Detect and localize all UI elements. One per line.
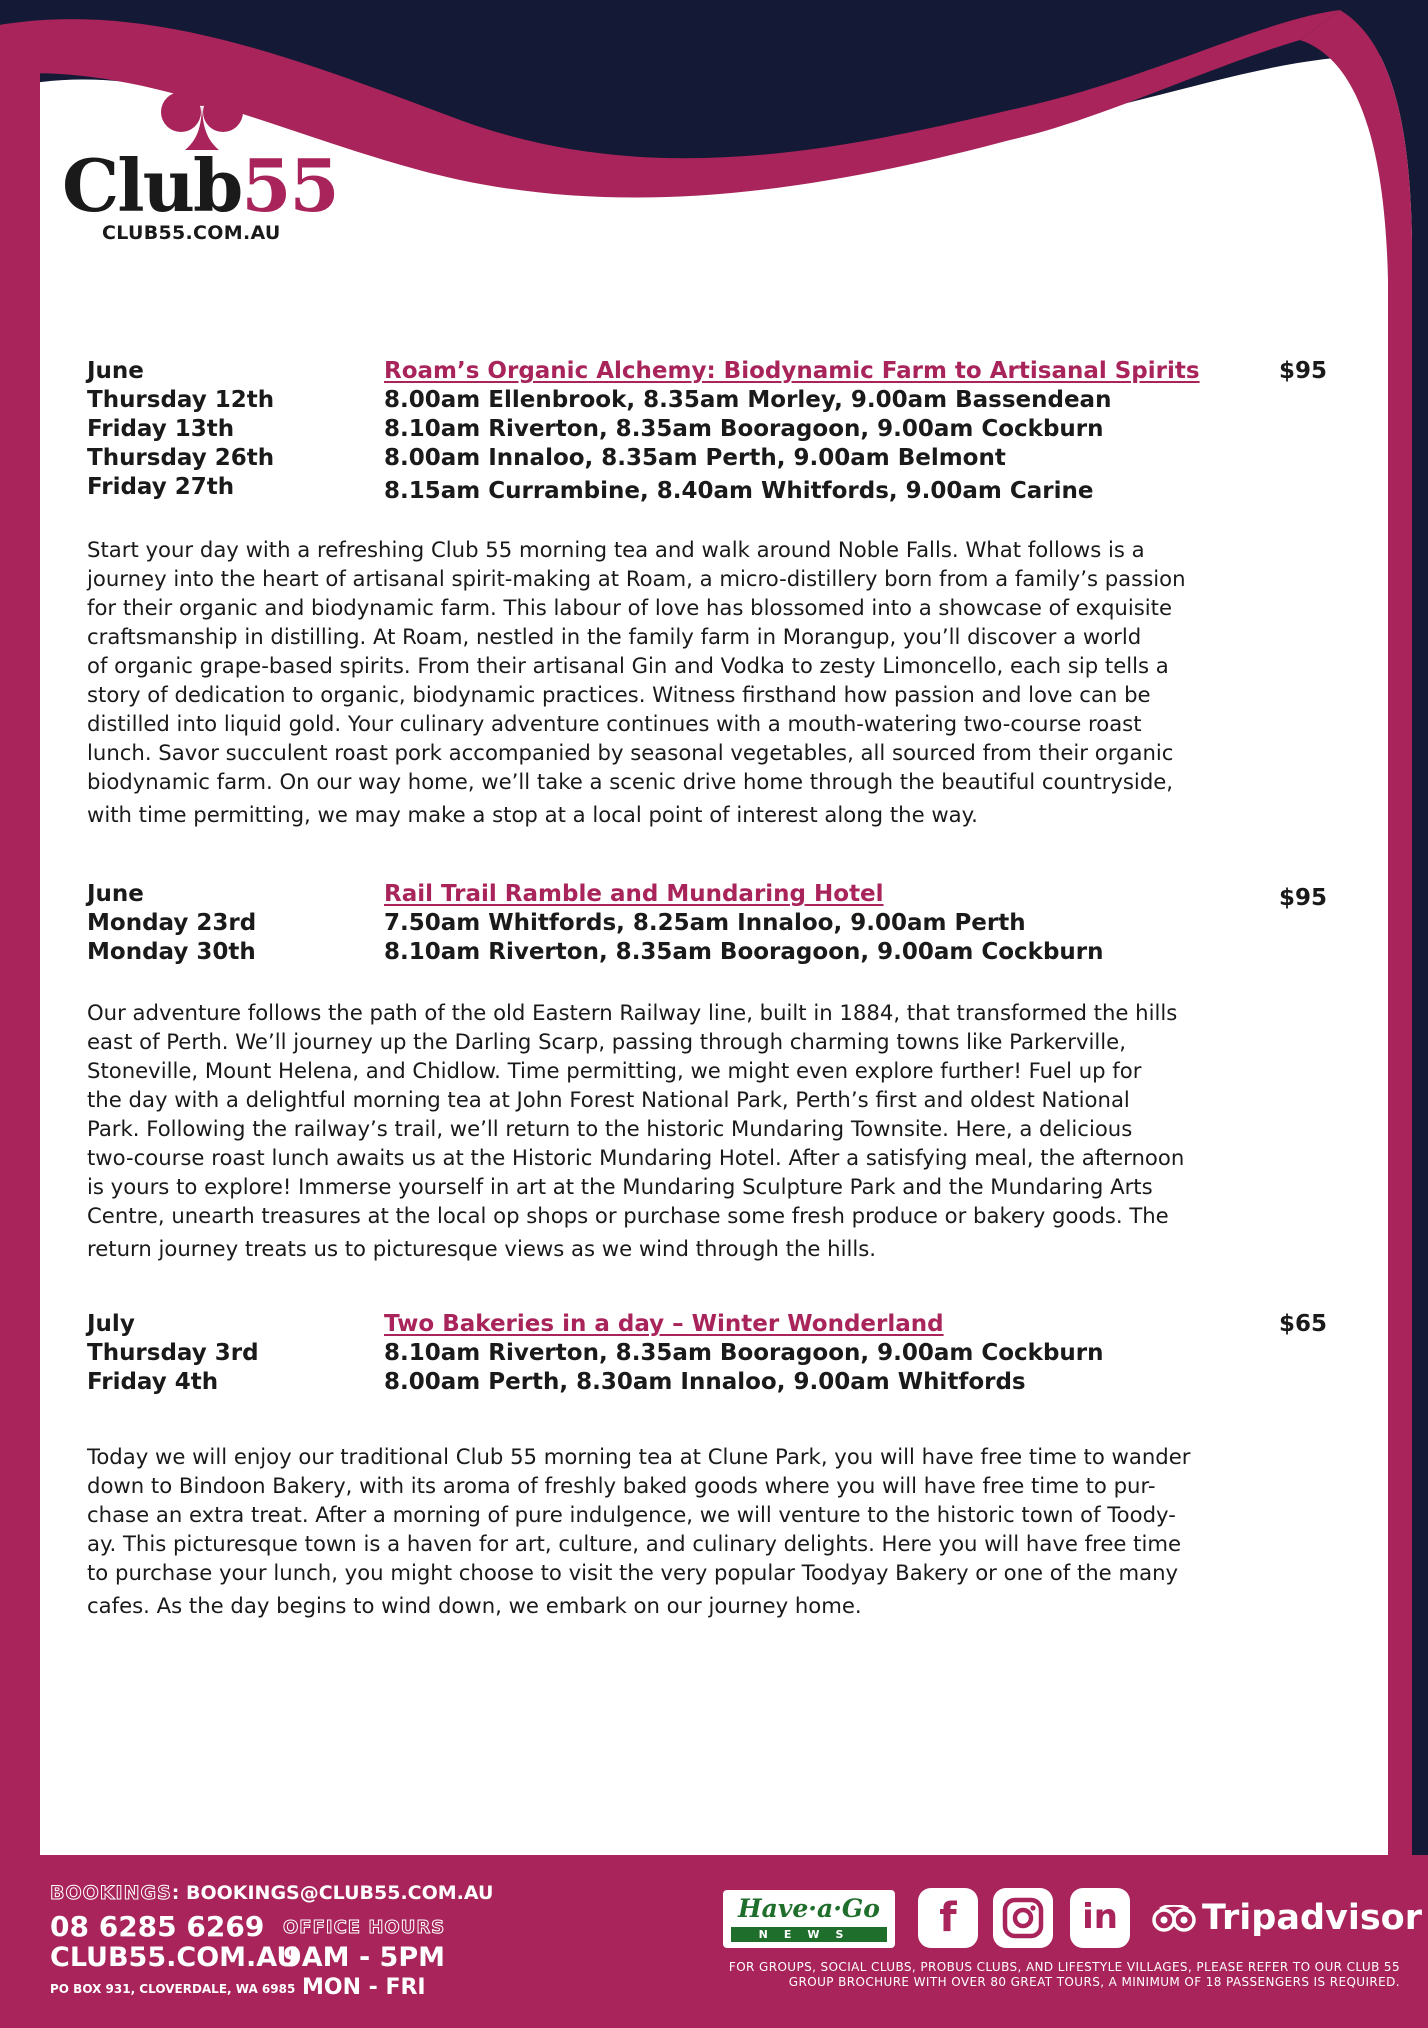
description-line: lunch. Savor succulent roast pork accompanied by seasonal vegetables, all sourced from their organic: [87, 740, 1174, 765]
tour-price: $95: [1278, 358, 1327, 384]
footer-url[interactable]: CLUB55.COM.AU: [50, 1942, 299, 1973]
group-note-line: GROUP BROCHURE WITH OVER 80 GREAT TOURS, A MINIMUM OF 18 PASSENGERS IS REQUIRED.: [788, 1975, 1400, 1989]
tour-price: $95: [1278, 885, 1327, 911]
tour-month: June: [87, 358, 144, 384]
description-line: distilled into liquid gold. Your culinary adventure continues with a mouth-watering two-course roast: [87, 711, 1142, 736]
pickup-line: 8.15am Currambine, 8.40am Whitfords, 9.00am Carine: [384, 478, 1094, 504]
tour-description: [87, 1442, 1347, 1620]
group-note-line: FOR GROUPS, SOCIAL CLUBS, PROBUS CLUBS, AND LIFESTYLE VILLAGES, PLEASE REFER TO OUR CLUB 55: [728, 1960, 1400, 1974]
logo-wordmark: [62, 143, 338, 228]
bookings-label: BOOKINGS: [50, 1882, 172, 1904]
office-days: MON - FRI: [302, 1975, 426, 2000]
tripadvisor-owl-icon: [1152, 1905, 1196, 1933]
pickup-line: 8.10am Riverton, 8.35am Booragoon, 9.00am Cockburn: [384, 416, 1104, 442]
description-line: ay. This picturesque town is a haven for art, culture, and culinary delights. Here you will have free time: [87, 1531, 1182, 1556]
tour-date: Thursday 26th: [87, 445, 275, 471]
description-line: Centre, unearth treasures at the local op shops or purchase some fresh produce or bakery goods. The: [87, 1203, 1169, 1228]
club55-logo[interactable]: [62, 62, 342, 252]
pickup-line: 8.00am Perth, 8.30am Innaloo, 9.00am Whitfords: [384, 1369, 1026, 1395]
group-note: [560, 1960, 1400, 1990]
logo-url[interactable]: CLUB55.COM.AU: [102, 222, 281, 244]
office-hours: 9AM - 5PM: [283, 1942, 445, 1973]
tour-title-link[interactable]: Rail Trail Ramble and Mundaring Hotel: [384, 881, 884, 907]
office-hours-label: OFFICE HOURS: [283, 1917, 446, 1938]
footer: [0, 1860, 1428, 2028]
tour-dates: [87, 357, 377, 502]
phone-number[interactable]: 08 6285 6269: [50, 1910, 265, 1943]
tour-price: $65: [1278, 1311, 1327, 1337]
po-box: PO BOX 931, CLOVERDALE, WA 6985: [50, 1982, 296, 1996]
instagram-icon[interactable]: [993, 1888, 1053, 1948]
description-line: Start your day with a refreshing Club 55 morning tea and walk around Noble Falls. What follows is a: [87, 537, 1145, 562]
tour-date: Monday 23rd: [87, 910, 257, 936]
tour-date: Monday 30th: [87, 939, 256, 965]
tour-title-link[interactable]: Two Bakeries in a day – Winter Wonderland: [384, 1311, 944, 1337]
tour-month: July: [87, 1311, 135, 1337]
tour-month: June: [87, 881, 144, 907]
have-a-go-news-logo[interactable]: [723, 1890, 895, 1948]
tour-date: Friday 13th: [87, 416, 235, 442]
description-line: Today we will enjoy our traditional Club 55 morning tea at Clune Park, you will have free time to wander: [87, 1444, 1191, 1469]
description-line: the day with a delightful morning tea at John Forest National Park, Perth’s first and oldest National: [87, 1087, 1130, 1112]
facebook-icon[interactable]: f: [918, 1888, 978, 1948]
tour-description: [87, 535, 1347, 829]
tour-date: Thursday 12th: [87, 387, 275, 413]
pickup-line: 8.00am Ellenbrook, 8.35am Morley, 9.00am Bassendean: [384, 387, 1112, 413]
description-line: return journey treats us to picturesque views as we wind through the hills.: [87, 1236, 877, 1261]
description-line: down to Bindoon Bakery, with its aroma of freshly baked goods where you will have free time to pur-: [87, 1473, 1156, 1498]
description-line: chase an extra treat. After a morning of pure indulgence, we will venture to the historic town of Toody-: [87, 1502, 1176, 1527]
pickup-line: 8.00am Innaloo, 8.35am Perth, 9.00am Belmont: [384, 445, 1006, 471]
description-line: to purchase your lunch, you might choose to visit the very popular Toodyay Bakery or one of the many: [87, 1560, 1179, 1585]
tripadvisor-text: Tripadvisor: [1202, 1898, 1422, 1938]
tour-details: [384, 1310, 1244, 1397]
description-line: two-course roast lunch awaits us at the Historic Mundaring Hotel. After a satisfying meal, the afternoon: [87, 1145, 1185, 1170]
bookings-email[interactable]: : BOOKINGS@CLUB55.COM.AU: [171, 1882, 494, 1904]
logo-number: 55: [241, 143, 338, 228]
pickup-line: 8.10am Riverton, 8.35am Booragoon, 9.00am Cockburn: [384, 939, 1104, 965]
tour-date: Friday 4th: [87, 1369, 219, 1395]
description-line: Our adventure follows the path of the old Eastern Railway line, built in 1884, that transformed the hills: [87, 1000, 1178, 1025]
description-line: biodynamic farm. On our way home, we’ll take a scenic drive home through the beautiful countryside,: [87, 769, 1174, 794]
description-line: is yours to explore! Immerse yourself in art at the Mundaring Sculpture Park and the Mundaring Arts: [87, 1174, 1153, 1199]
description-line: craftsmanship in distilling. At Roam, nestled in the family farm in Morangup, you’ll discover a world: [87, 624, 1142, 649]
tour-date: Friday 27th: [87, 474, 235, 500]
tour-details: [384, 880, 1244, 967]
description-line: for their organic and biodynamic farm. This labour of love has blossomed into a showcase of exquisite: [87, 595, 1173, 620]
tour-dates: [87, 880, 377, 967]
tour-description: [87, 998, 1347, 1263]
tour-title-link[interactable]: Roam’s Organic Alchemy: Biodynamic Farm to Artisanal Spirits: [384, 358, 1200, 384]
logo-word: Club: [62, 143, 242, 228]
description-line: journey into the heart of artisanal spirit-making at Roam, a micro-distillery born from a family’s passion: [87, 566, 1186, 591]
description-line: story of dedication to organic, biodynamic practices. Witness firsthand how passion and love can be: [87, 682, 1151, 707]
pickup-line: 7.50am Whitfords, 8.25am Innaloo, 9.00am Perth: [384, 910, 1026, 936]
description-line: east of Perth. We’ll journey up the Darling Scarp, passing through charming towns like Parkerville,: [87, 1029, 1126, 1054]
tour-date: Thursday 3rd: [87, 1340, 259, 1366]
description-line: with time permitting, we may make a stop at a local point of interest along the way.: [87, 802, 978, 827]
description-line: cafes. As the day begins to wind down, we embark on our journey home.: [87, 1593, 862, 1618]
linkedin-icon[interactable]: in: [1070, 1888, 1130, 1948]
description-line: Stoneville, Mount Helena, and Chidlow. Time permitting, we might even explore further! Fuel up for: [87, 1058, 1142, 1083]
news-text: NEWS: [731, 1927, 887, 1942]
description-line: of organic grape-based spirits. From their artisanal Gin and Vodka to zesty Limoncello, each sip tells a: [87, 653, 1169, 678]
tripadvisor-logo[interactable]: [1152, 1898, 1422, 1938]
pickup-line: 8.10am Riverton, 8.35am Booragoon, 9.00am Cockburn: [384, 1340, 1104, 1366]
bookings-line: [50, 1882, 493, 1904]
tour-dates: [87, 1310, 377, 1397]
tour-details: [384, 357, 1244, 506]
description-line: Park. Following the railway’s trail, we’ll return to the historic Mundaring Townsite. Here, a delicious: [87, 1116, 1133, 1141]
club-suit-icon: [157, 62, 247, 152]
have-a-go-text: Have·a·Go: [738, 1894, 880, 1923]
